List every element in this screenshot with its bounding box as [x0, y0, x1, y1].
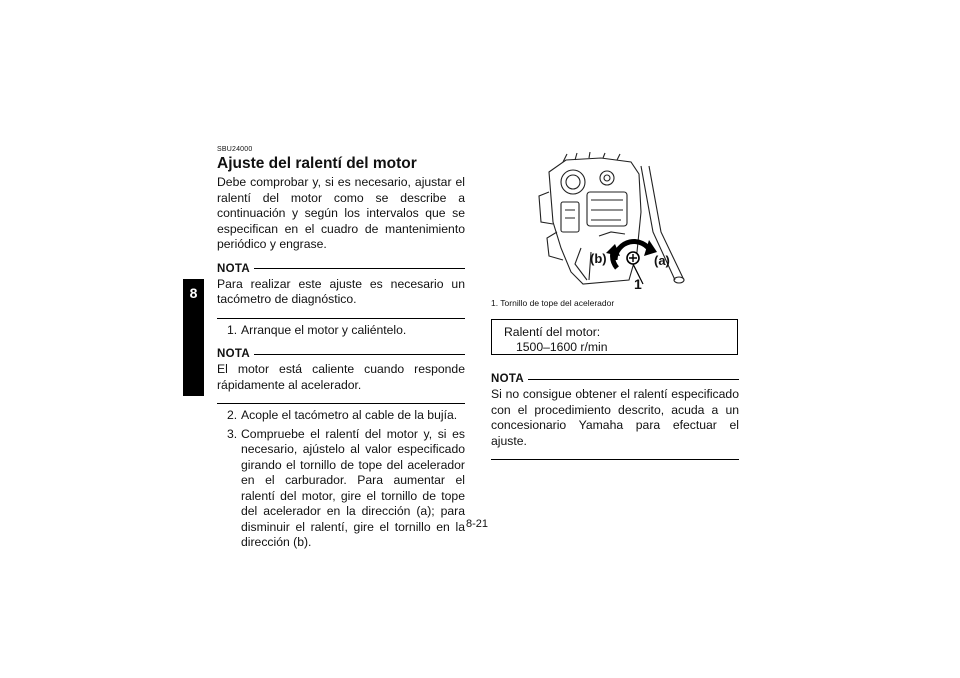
- spec-label: Ralentí del motor:: [504, 325, 601, 339]
- note-1-rule: [254, 268, 465, 269]
- section-code: SBU24000: [217, 146, 253, 153]
- steps-list-b: [219, 408, 465, 551]
- note-1-text: Para realizar este ajuste es necesario un tacómetro de diagnóstico.: [217, 276, 465, 306]
- carburetor-drawing: [491, 152, 739, 294]
- step-text: Compruebe el ralentí del motor y, si es necesario, ajústelo al valor especificado girando el tornillo de tope del acelerador en el carburador. Para aumentar el ralentí del motor, gire el tornillo de tope del acelerador en la dirección (a); para disminuir el ralentí, gire el tornillo en la dirección (b).: [241, 426, 465, 549]
- direction-label-b: (b): [590, 251, 607, 266]
- note-3-header: [491, 373, 739, 385]
- chapter-tab: [183, 279, 204, 396]
- page-number: 8-21: [466, 518, 489, 530]
- intro-paragraph: Debe comprobar y, si es necesario, ajustar el ralentí del motor como se describe a continuación y según los intervalos que se especifican en el cuadro de mantenimiento periódico y engrase.: [217, 175, 465, 251]
- note-2-text: El motor está caliente cuando responde rápidamente al acelerador.: [217, 362, 465, 392]
- list-item: [219, 427, 465, 551]
- step-text: Arranque el motor y caliéntelo.: [241, 322, 407, 337]
- list-item: [219, 408, 465, 424]
- note-1-label: NOTA: [217, 262, 250, 275]
- right-column: [491, 152, 739, 460]
- note-1-header: [217, 263, 465, 275]
- callout-number: 1: [634, 276, 642, 292]
- note-1-end-rule: [217, 318, 465, 319]
- note-3-end-rule: [491, 459, 739, 460]
- note-2-rule: [254, 354, 465, 355]
- carburetor-illustration: [491, 152, 739, 294]
- note-2-label: NOTA: [217, 348, 250, 360]
- step-number: 3.: [227, 426, 238, 441]
- direction-label-a: (a): [654, 253, 670, 268]
- spec-box: [491, 319, 738, 355]
- note-2-end-rule: [217, 403, 465, 404]
- steps-list-a: [219, 323, 465, 339]
- note-3-label: NOTA: [491, 373, 524, 385]
- note-2-header: [217, 348, 465, 360]
- spec-value: 1500–1600 r/min: [516, 340, 608, 354]
- step-number: 1.: [227, 322, 238, 337]
- figure-caption: 1. Tornillo de tope del acelerador: [491, 298, 615, 308]
- section-title: Ajuste del ralentí del motor: [217, 155, 417, 172]
- note-3-text: Si no consigue obtener el ralentí especificado con el procedimiento descrito, acuda a un concesionario Yamaha para efectuar el ajuste.: [491, 387, 739, 448]
- step-text: Acople el tacómetro al cable de la bujía.: [241, 408, 458, 422]
- chapter-tab-number: 8: [189, 285, 198, 301]
- list-item: [219, 323, 465, 339]
- left-column: [217, 146, 465, 551]
- note-3-rule: [528, 379, 739, 380]
- step-number: 2.: [227, 408, 238, 422]
